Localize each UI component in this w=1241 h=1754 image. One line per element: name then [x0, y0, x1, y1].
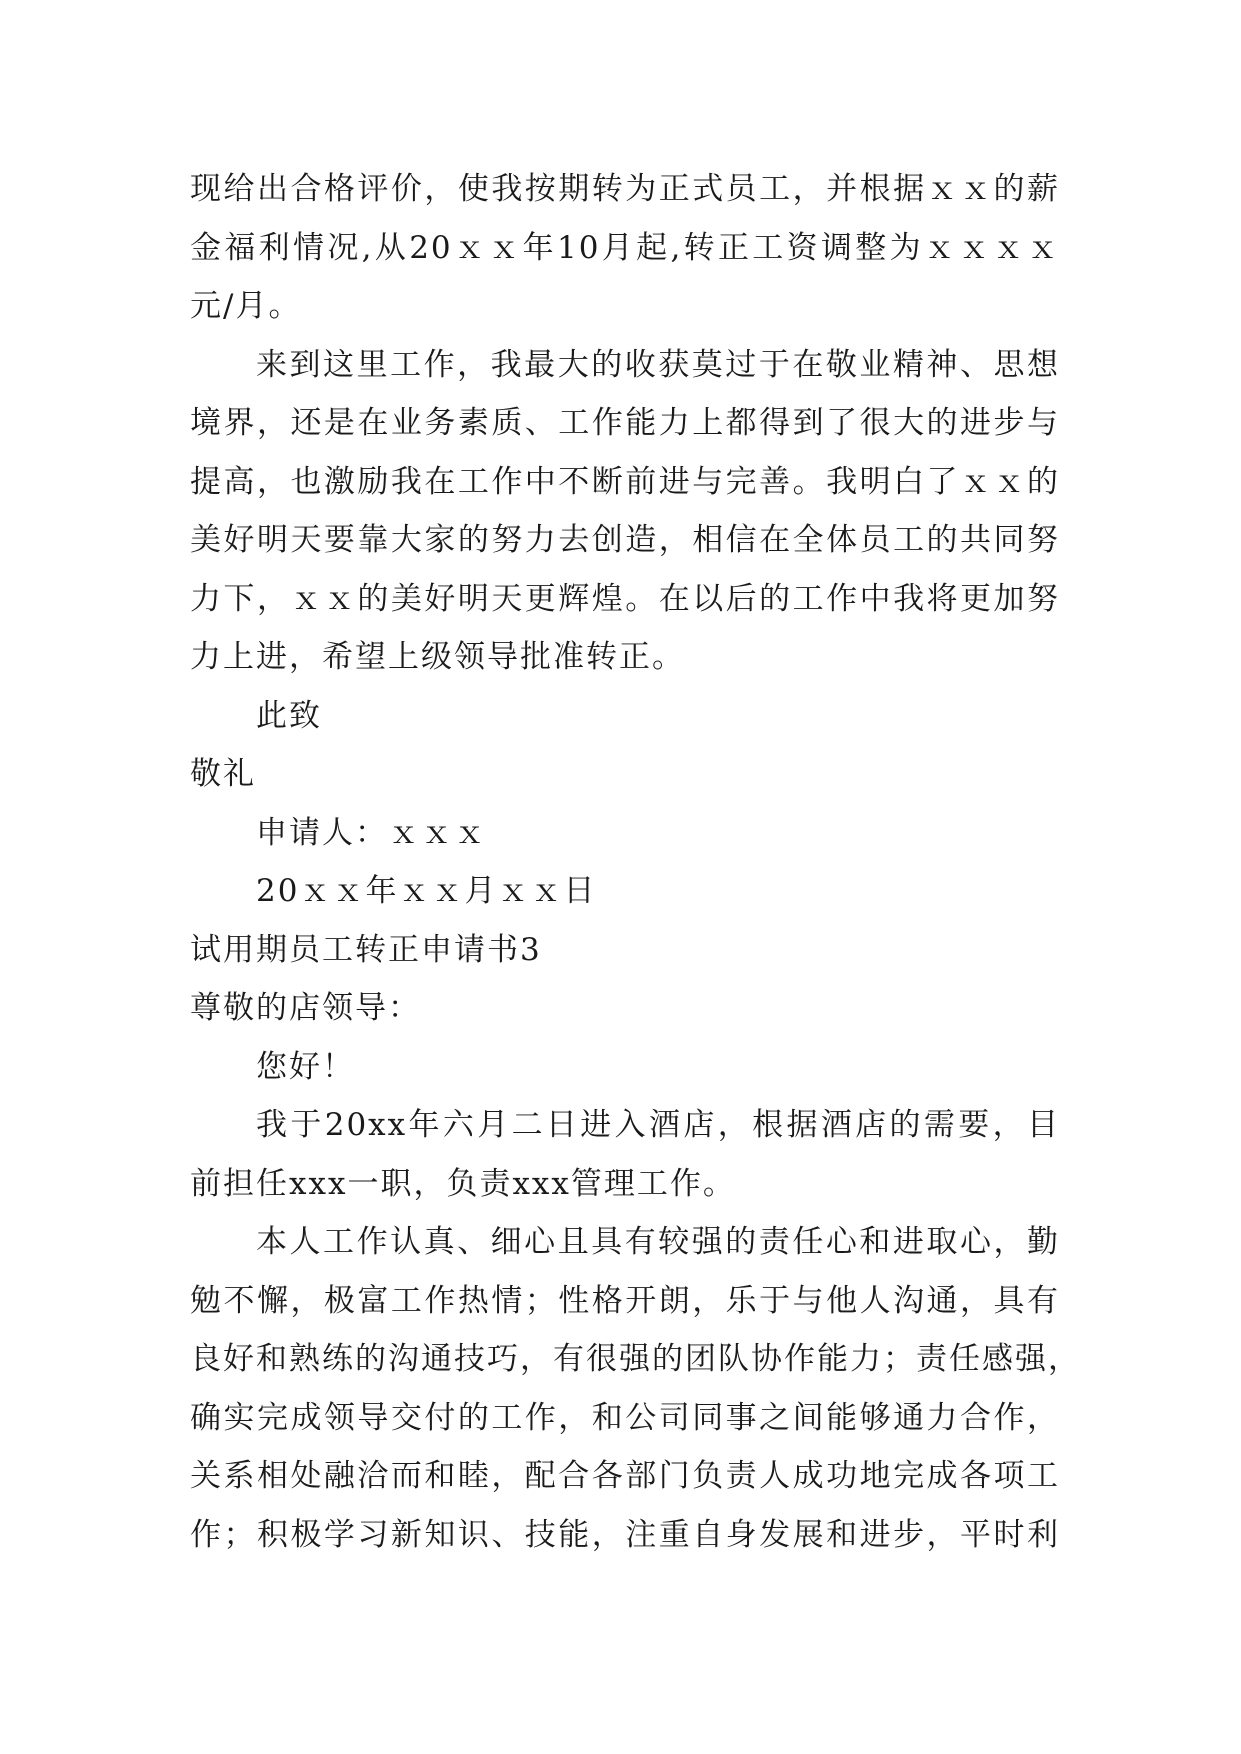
body-text-line: 良好和熟练的沟通技巧，有很强的团队协作能力；责任感强， — [190, 1341, 1081, 1377]
body-text-line: 本人工作认真、细心且具有较强的责任心和进取心，勤 — [256, 1224, 1060, 1260]
body-text-line: 力下，ｘｘ的美好明天更辉煌。在以后的工作中我将更加努 — [190, 580, 1060, 617]
body-text-line: 元/月。 — [190, 288, 302, 324]
body-text-line: 美好明天要靠大家的努力去创造，相信在全体员工的共同努 — [190, 522, 1060, 558]
application-date: 20ｘｘ年ｘｘ月ｘｘ日 — [256, 873, 597, 909]
applicant-signature: 申请人：ｘｘｘ — [256, 814, 487, 851]
salutation: 尊敬的店领导： — [190, 990, 421, 1026]
body-text-line: 前担任xxx一职，负责xxx管理工作。 — [190, 1165, 736, 1202]
greeting: 您好！ — [256, 1048, 355, 1085]
closing-regards: 敬礼 — [190, 756, 256, 792]
body-text-line: 关系相处融洽而和睦，配合各部门负责人成功地完成各项工 — [190, 1458, 1060, 1494]
body-text-line: 金福利情况,从20ｘｘ年10月起,转正工资调整为ｘｘｘｘ — [190, 229, 1060, 266]
body-text-line: 现给出合格评价，使我按期转为正式员工，并根据ｘｘ的薪 — [190, 171, 1060, 207]
closing-phrase: 此致 — [256, 697, 322, 734]
body-text-line: 来到这里工作，我最大的收获莫过于在敬业精神、思想 — [256, 346, 1060, 383]
body-text-line: 确实完成领导交付的工作，和公司同事之间能够通力合作， — [190, 1399, 1060, 1436]
body-text-line: 提高，也激励我在工作中不断前进与完善。我明白了ｘｘ的 — [190, 463, 1060, 500]
body-text-line: 我于20xx年六月二日进入酒店，根据酒店的需要，目 — [256, 1107, 1060, 1143]
body-text-line: 力上进，希望上级领导批准转正。 — [190, 639, 685, 675]
body-text-line: 境界，还是在业务素质、工作能力上都得到了很大的进步与 — [190, 405, 1060, 441]
document-page — [190, 160, 1081, 1564]
section-title: 试用期员工转正申请书3 — [190, 931, 542, 968]
body-text-line: 作；积极学习新知识、技能，注重自身发展和进步，平时利 — [190, 1516, 1060, 1553]
body-text-line: 勉不懈，极富工作热情；性格开朗，乐于与他人沟通，具有 — [190, 1282, 1060, 1319]
